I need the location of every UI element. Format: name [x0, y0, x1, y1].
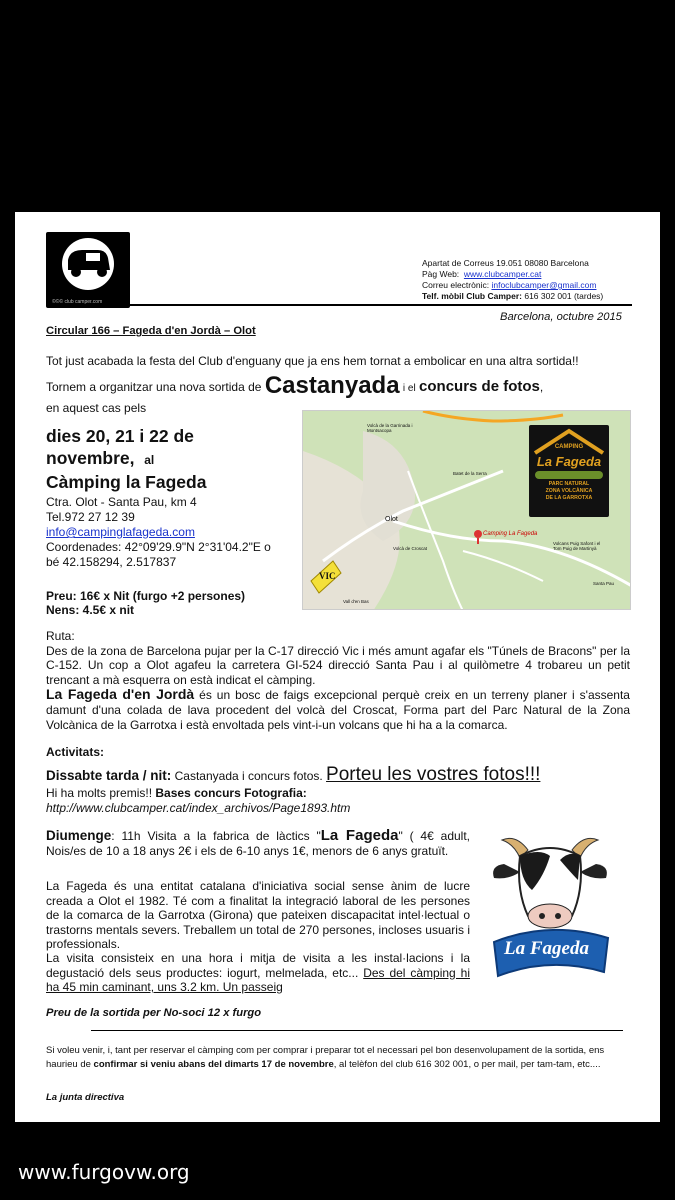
document-sheet [15, 212, 660, 1122]
activities-label: Activitats: [46, 745, 105, 759]
map-olot-label: Olot [385, 516, 398, 523]
phone-line: Telf. mòbil Club Camper: 616 302 001 (tardes) [422, 291, 604, 301]
la-fageda-logo [480, 830, 620, 980]
club-camper-logo [46, 232, 130, 308]
camping-email-link[interactable]: info@campinglafageda.com [46, 525, 195, 539]
dates-block: dies 20, 21 i 22 de novembre, al Càmping la Fageda [46, 426, 207, 492]
camping-name: Càmping la Fageda [46, 472, 207, 492]
email-line: Correu electrònic: infoclubcamper@gmail.com [422, 280, 597, 290]
web-link[interactable]: www.clubcamper.cat [463, 269, 542, 279]
footer-divider [91, 1030, 623, 1031]
prizes-line: Hi ha molts premis!! Bases concurs Fotografia: [46, 786, 307, 800]
location-map[interactable]: VIC Olot Camping La Fageda Volcà de la Garrinada i Montsacopa Batet de la Serra Volcà de Croscat Volcans Puig Safont i el Tom Puig de Martinyà Santa Pau Vall d'en Bas CAMPING La Fageda PARC NATURAL ZONA VOLCÀNICA DE LA GARROTXA [302, 410, 631, 610]
la-fageda-logo-text: La Fageda [504, 938, 589, 959]
intro-text: Tot just acabada la festa del Club d'enguany que ja ens hem tornat a embolicar en una altra sortida!! [46, 354, 579, 368]
castanyada-after: en aquest cas pels [46, 401, 147, 415]
leaves-icon [535, 471, 603, 479]
sunday-paragraph: Diumenge: 11h Visita a la fabrica de làctics "La Fageda" ( 4€ adult, Nois/es de 10 a 18 anys 2€ i els de 6-10 anys 1€, menors de 6 anys gratuït. [46, 827, 470, 858]
non-member-price: Preu de la sortida per No-soci 12 x furgo [46, 1007, 262, 1019]
prices-block: Preu: 16€ x Nit (furgo +2 persones) Nens: 4.5€ x nit [46, 589, 246, 617]
header-divider [130, 304, 632, 306]
contest-url[interactable]: http://www.clubcamper.cat/index_archivos/Page1893.htm [46, 801, 351, 815]
camping-fageda-logo: CAMPING La Fageda PARC NATURAL ZONA VOLCÀNICA DE LA GARROTXA [529, 425, 609, 517]
saturday-line: Dissabte tarda / nit: Castanyada i concurs fotos. Porteu les vostres fotos!!! [46, 764, 541, 785]
entity-paragraph: La Fageda és una entitat catalana d'iniciativa social sense ànim de lucre creada a Olot el 1982. Té com a finalitat la integració laboral de les persones de la comarca de la Garrotxa (Girona) que pateixen discapacitat intel·lectual o trastorns mentals severs. Treballem un total de 270 persones, incloses usuaris i professionals. [46, 879, 470, 951]
date-line: Barcelona, octubre 2015 [500, 311, 622, 323]
fageda-paragraph: La Fageda d'en Jordà és un bosc de faigs excepcional perquè creix en un terreny planer i s'assenta damunt d'una colada de lava procedent del volcà del Croscat, Forma part del Parc Natural de la Zona Volcànica de la Garrotxa i està envoltada pels vint-i-un volcans que hi ha a la comarca. [46, 686, 630, 732]
contest-label: concurs de fotos [419, 378, 540, 395]
closing-paragraph: Si voleu venir, i, tant per reservar el càmping com per comprar i preparar tot el necessari pel bon desenvolupament de la sortida, ens haurieu de confirmar si veniu abans del dimarts 17 de novembre, al telèfon del club 616 302 001, o per mail, per tam-tam, etc.... [46, 1045, 605, 1070]
circular-title: Circular 166 – Fageda d'en Jordà – Olot [46, 325, 256, 337]
map-camping-label: Camping La Fageda [483, 531, 538, 537]
email-link[interactable]: infoclubcamper@gmail.com [491, 280, 597, 290]
visit-paragraph: La visita consisteix en una hora i mitja de visita a les instal·lacions i la degustació dels seus productes: iogurt, melmelada, etc... Des del càmping hi ha 45 min caminant, uns 3.2 km. Un passeig [46, 951, 470, 994]
castanyada-title: Castanyada [264, 372, 400, 399]
map-vic-label: VIC [319, 571, 336, 581]
web-line: Pàg Web: www.clubcamper.cat [422, 269, 542, 279]
signature: La junta directiva [46, 1092, 125, 1103]
walk-text: Des del càmping hi ha 45 min caminant, uns 3.2 km. Un passeig [46, 965, 470, 994]
bring-photos: Porteu les vostres fotos!!! [326, 764, 541, 785]
postal-address: Apartat de Correus 19.051 08080 Barcelona [422, 258, 589, 268]
address-block: Ctra. Olot - Santa Pau, km 4 Tel.972 27 12 39 info@campinglafageda.com Coordenades: 42°09'29.9"N 2°31'04.2"E o bé 42.158294, 2.517837 [46, 495, 271, 569]
van-icon [46, 232, 130, 292]
castanyada-line: Tornem a organitzar una nova sortida de Castanyada i el concurs de fotos, [46, 372, 544, 399]
logo-caption: ©©© club camper.com [52, 299, 103, 305]
route-block: Ruta: Des de la zona de Barcelona pujar per la C-17 direcció Vic i més amunt agafar els "Túnels de Bracons" per la C-152. Un cop a Olot agafeu la carretera GI-524 direcció Santa Pau i al quilòmetre 4 trobareu un petit trencant a mà esquerra on està indicat el càmping. [46, 629, 630, 687]
contact-block [422, 258, 603, 302]
route-text: Des de la zona de Barcelona pujar per la C-17 direcció Vic i més amunt agafar els "Túnels de Bracons" per la C-152. Un cop a Olot agafeu la carretera GI-524 direcció Santa Pau i al quilòmetre 4 trobareu un petit trencant a mà esquerra on està indicat el càmping. [46, 643, 630, 687]
site-watermark: www.furgovw.org [18, 1160, 190, 1184]
roof-icon [529, 425, 609, 455]
